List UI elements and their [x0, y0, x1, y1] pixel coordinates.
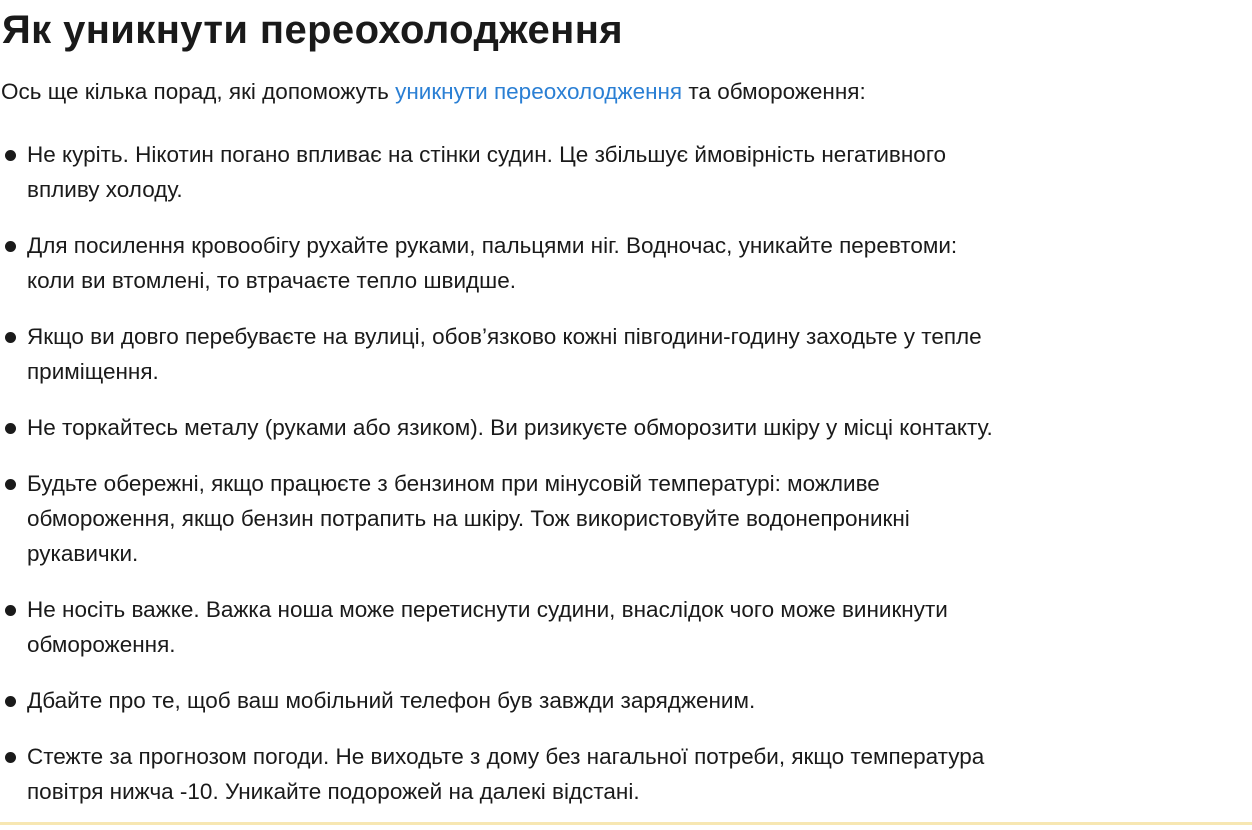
tip-line: Не носіть важке. Важка ноша може перетиснути судини, внаслідок чого може виникнути: [27, 597, 948, 622]
bullet-icon: [5, 752, 16, 763]
tip-line: Якщо ви довго перебуваєте на вулиці, обов’язково кожні півгодини-годину заходьте у тепле: [27, 324, 982, 349]
bullet-icon: [5, 696, 16, 707]
list-item: [0, 228, 1252, 298]
tip-line: коли ви втомлені, то втрачаєте тепло швидше.: [27, 268, 516, 293]
tip-line: Для посилення кровообігу рухайте руками, пальцями ніг. Водночас, уникайте перевтоми:: [27, 233, 958, 258]
list-item: [0, 683, 1252, 718]
tip-line: приміщення.: [27, 359, 159, 384]
bullet-icon: [5, 241, 16, 252]
list-item: [0, 410, 1252, 445]
list-item: [0, 466, 1252, 571]
list-item: [0, 739, 1252, 809]
intro-paragraph: [1, 75, 866, 109]
tip-line: впливу холоду.: [27, 177, 183, 202]
tip-line: обмороження, якщо бензин потрапить на шкіру. Тож використовуйте водонепроникні: [27, 506, 910, 531]
page-title: Як уникнути переохолодження: [2, 8, 624, 52]
tip-line: повітря нижча -10. Уникайте подорожей на далекі відстані.: [27, 779, 640, 804]
bullet-icon: [5, 332, 16, 343]
bullet-icon: [5, 605, 16, 616]
tip-line: Стежте за прогнозом погоди. Не виходьте з дому без нагальної потреби, якщо температура: [27, 744, 985, 769]
list-item: [0, 592, 1252, 662]
tip-line: рукавички.: [27, 541, 139, 566]
tip-line: обмороження.: [27, 632, 176, 657]
tip-line: Будьте обережні, якщо працюєте з бензином при мінусовій температурі: можливе: [27, 471, 880, 496]
tip-line: Дбайте про те, щоб ваш мобільний телефон був завжди зарядженим.: [27, 688, 756, 713]
tip-line: Не куріть. Нікотин погано впливає на стінки судин. Це збільшує ймовірність негативного: [27, 142, 947, 167]
list-item: [0, 319, 1252, 389]
bullet-icon: [5, 150, 16, 161]
list-item: [0, 137, 1252, 207]
intro-text-after: та обмороження:: [682, 79, 866, 104]
bullet-icon: [5, 479, 16, 490]
tips-list: [0, 137, 1252, 830]
intro-text-before: Ось ще кілька порад, які допоможуть: [1, 79, 396, 104]
bullet-icon: [5, 423, 16, 434]
tip-line: Не торкайтесь металу (руками або язиком). Ви ризикуєте обморозити шкіру у місці контакту.: [27, 415, 993, 440]
hypothermia-link[interactable]: уникнути переохолодження: [395, 79, 683, 104]
